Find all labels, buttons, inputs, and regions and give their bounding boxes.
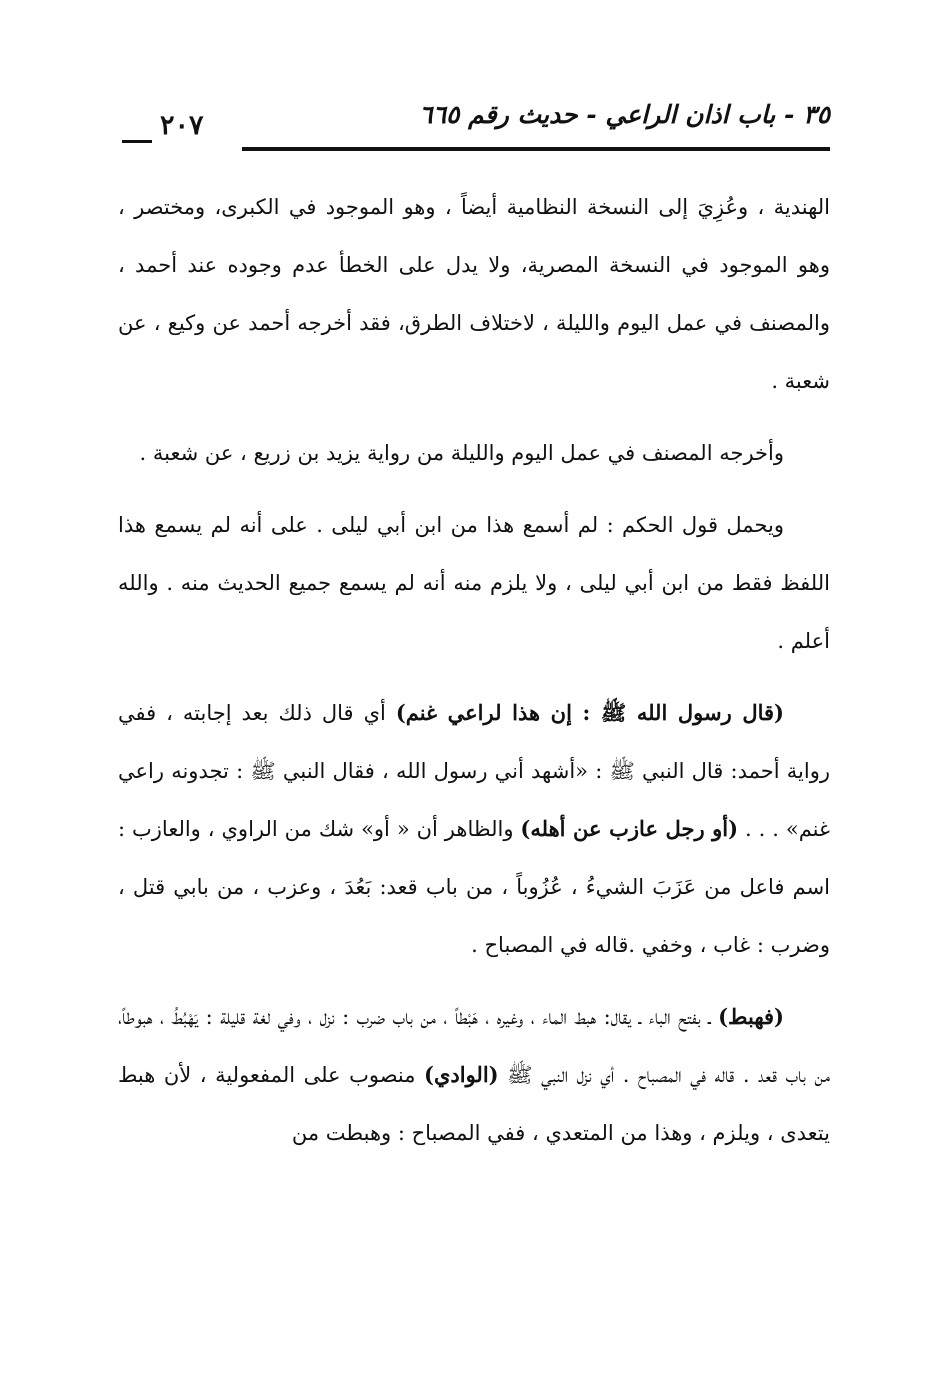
commentary-text: ـ بفتح الباء ـ يقال: هبط الماء ، وغيره ، هَبْطاً ، من باب ضرب : نزل ، وفي لغة قليلة : يَهْبُطُ ، هبوطاً، من باب قعد . قاله في المصباح . أي نزل النبي ﷺ [118,1005,830,1087]
page-header [118,96,830,152]
paragraph-1: الهندية ، وعُزِيَ إلى النسخة النظامية أيضاً ، وهو الموجود في الكبرى، ومختصر ، وهو الموجود في النسخة المصرية، ولا يدل على الخطأ عدم وجوده عند أحمد ، والمصنف في عمل اليوم والليلة ، لاختلاف الطرق، فقد أخرجه أحمد عن وكيع ، عن شعبة . [118,195,830,393]
paragraph-5 [118,988,830,1162]
chapter-title: ٣٥ - باب اذان الراعي - حديث رقم ٦٦٥ [419,100,830,129]
quoted-hadith-text: (قال رسول الله ﷺ : إن هذا لراعي غنم) [395,700,784,725]
quoted-hadith-text: (الوادي) [424,1062,499,1087]
page-number-dash [122,140,152,143]
paragraph-4 [118,684,830,974]
header-rule [242,147,830,151]
page-body [118,178,830,1176]
commentary-text: منصوب على المفعولية ، لأن هبط يتعدى ، ويلزم ، وهذا من المتعدي ، ففي المصباح : وهبطت من [118,1063,830,1145]
commentary-text: والظاهر أن « أو» شك من الراوي ، والعازب : اسم فاعل من عَزَبَ الشيءُ ، عُزُوباً ، من باب قعد: بَعُدَ ، وعزب ، من بابي قتل ، وضرب : غاب ، وخفي .قاله في المصباح . [118,817,830,957]
quoted-hadith-text: (أو رجل عازب عن أهله) [520,816,739,841]
page-number: ٢٠٧ [160,110,204,141]
paragraph-2: وأخرجه المصنف في عمل اليوم والليلة من رواية يزيد بن زريع ، عن شعبة . [139,441,784,465]
commentary-text: أي قال ذلك بعد إجابته ، ففي رواية أحمد: قال النبي ﷺ : «أشهد أني رسول الله ، فقال النبي ﷺ : تجدونه راعي غنم» . . . [118,701,831,841]
quoted-hadith-text: (فهبط) [718,1004,784,1029]
paragraph-3: ويحمل قول الحكم : لم أسمع هذا من ابن أبي ليلى . على أنه لم يسمع هذا اللفظ فقط من ابن أبي ليلى ، ولا يلزم منه أنه لم يسمع جميع الحديث منه . والله أعلم . [118,513,830,653]
